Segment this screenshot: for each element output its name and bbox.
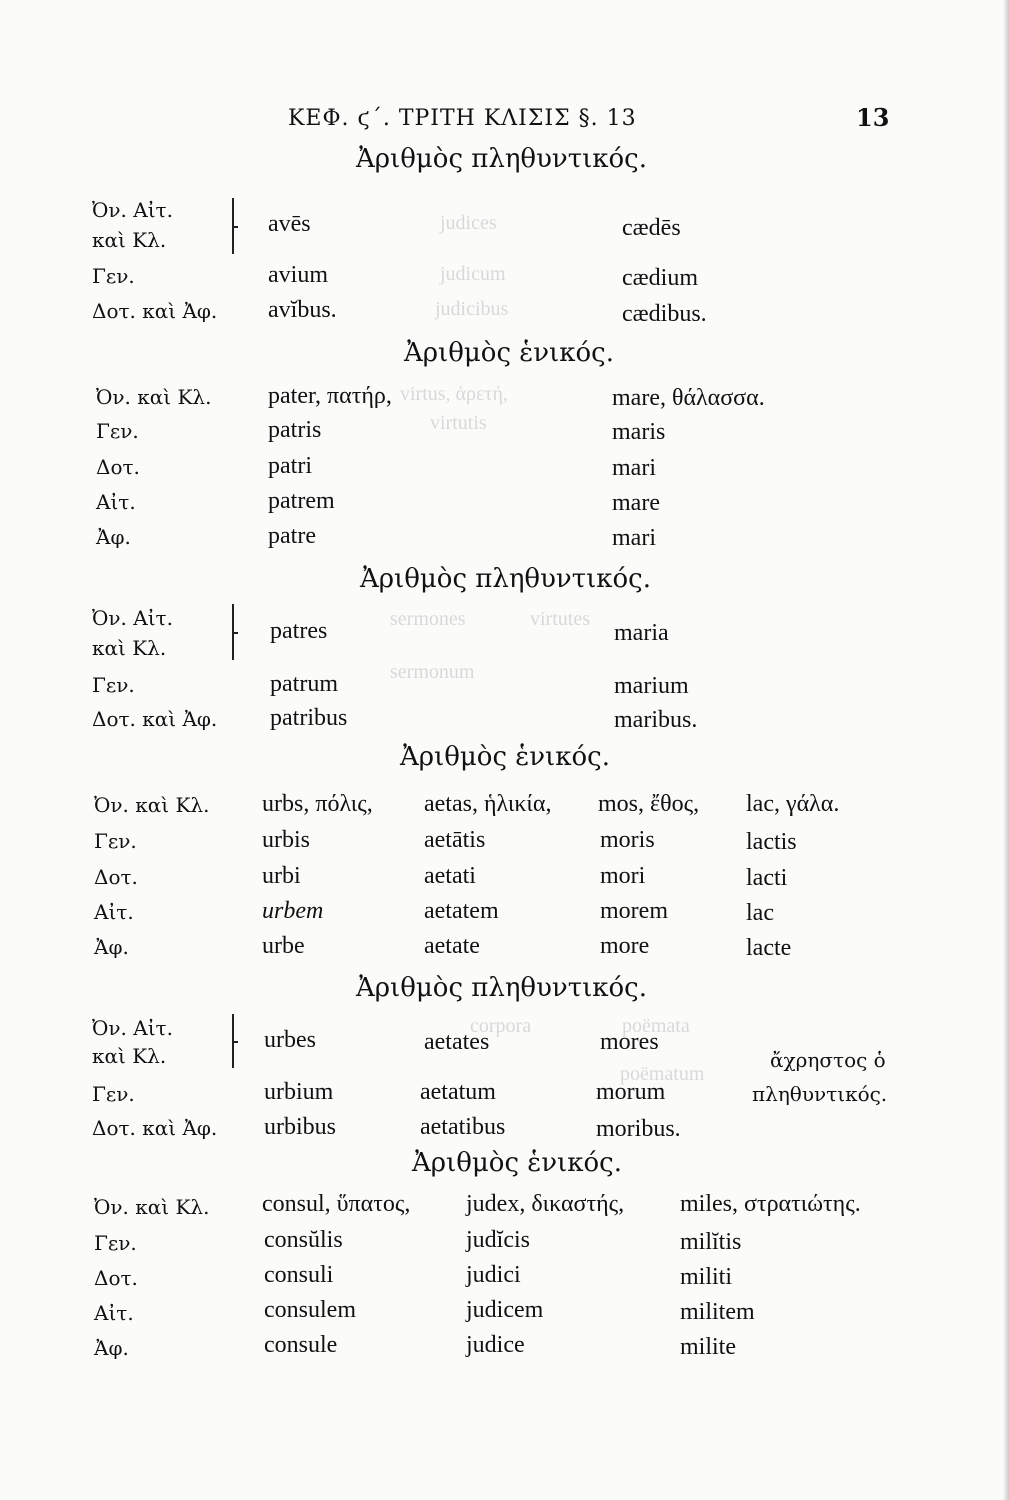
bleed-through-text: poëmata	[622, 1015, 690, 1037]
bracket	[232, 198, 242, 254]
noun-form: aetatibus	[420, 1114, 506, 1140]
case-label: Ὀν. καὶ Κλ.	[94, 1195, 210, 1219]
noun-form: consule	[264, 1332, 338, 1358]
footnote-remark: ἄχρηστος ὁ	[770, 1048, 886, 1072]
noun-form: patres	[270, 618, 328, 644]
noun-form: aetate	[424, 933, 480, 959]
noun-form: patris	[268, 417, 322, 443]
case-label: Αἰτ.	[96, 490, 136, 514]
case-label: Ὀν. καὶ Κλ.	[94, 793, 210, 817]
case-label: Ἀφ.	[96, 525, 131, 549]
noun-form: consuli	[264, 1262, 334, 1288]
noun-form: patri	[268, 453, 312, 479]
case-label: καὶ Κλ.	[92, 1044, 167, 1068]
case-label: Δοτ. καὶ Ἀφ.	[92, 707, 218, 731]
case-label: Γεν.	[92, 673, 135, 697]
case-label: Ὀν. Αἰτ.	[92, 198, 173, 222]
noun-form: more	[600, 933, 650, 959]
case-label: Δοτ.	[94, 865, 138, 889]
noun-form: militi	[680, 1264, 733, 1290]
noun-form: mare, θάλασσα.	[612, 385, 765, 411]
noun-form: patribus	[270, 705, 348, 731]
noun-form: cædēs	[622, 215, 681, 241]
case-label: Γεν.	[96, 419, 139, 443]
noun-form: consŭlis	[264, 1227, 343, 1253]
noun-form: aetatem	[424, 898, 499, 924]
case-label: καὶ Κλ.	[92, 636, 167, 660]
bleed-through-text: judicum	[440, 263, 506, 285]
noun-form: judex, δικαστής,	[466, 1191, 625, 1217]
noun-form: urbium	[264, 1079, 334, 1105]
noun-form: urbem	[262, 898, 324, 924]
case-label: Δοτ.	[94, 1266, 138, 1290]
case-label: καὶ Κλ.	[92, 228, 167, 252]
noun-form: miles, στρατιώτης.	[680, 1191, 861, 1217]
case-label: Ἀφ.	[94, 1336, 129, 1360]
noun-form: marium	[614, 673, 689, 699]
page-number: 13	[856, 103, 890, 132]
noun-form: patrem	[268, 488, 335, 514]
noun-form: judici	[466, 1262, 521, 1288]
case-label: Γεν.	[92, 264, 135, 288]
section-heading: Ἀριθμὸς ἑνικός.	[400, 742, 610, 772]
bleed-through-text: sermones	[390, 608, 466, 630]
noun-form: urbi	[262, 863, 301, 889]
case-label: Ὀν. Αἰτ.	[92, 606, 173, 630]
case-label: Αἰτ.	[94, 900, 134, 924]
section-heading: Ἀριθμὸς ἑνικός.	[412, 1148, 622, 1178]
noun-form: aetates	[424, 1029, 490, 1055]
case-label: Γεν.	[94, 829, 137, 853]
noun-form: consulem	[264, 1297, 356, 1323]
noun-form: mores	[600, 1029, 659, 1055]
noun-form: aetati	[424, 863, 476, 889]
running-title: ΚΕΦ. ϛ΄. ΤΡΙΤΗ ΚΛΙΣΙΣ §. 13	[288, 106, 637, 131]
bracket	[232, 604, 242, 660]
noun-form: judicem	[466, 1297, 544, 1323]
noun-form: mare	[612, 490, 660, 516]
bleed-through-text: corpora	[470, 1015, 532, 1037]
noun-form: mos, ἔθος,	[598, 791, 700, 817]
case-label: Γεν.	[92, 1082, 135, 1106]
noun-form: moris	[600, 827, 655, 853]
case-label: Δοτ.	[96, 455, 140, 479]
bleed-through-text: poëmatum	[620, 1063, 705, 1085]
case-label: Ἀφ.	[94, 935, 129, 959]
noun-form: mori	[600, 863, 646, 889]
bleed-through-text: virtus, ἀρετή,	[400, 383, 508, 405]
section-heading: Ἀριθμὸς πληθυντικός.	[356, 144, 648, 174]
case-label: Δοτ. καὶ Ἀφ.	[92, 1116, 218, 1140]
case-label: Ὀν. καὶ Κλ.	[96, 385, 212, 409]
noun-form: pater, πατήρ,	[268, 383, 392, 409]
bleed-through-text: sermonum	[390, 661, 475, 683]
noun-form: consul, ὕπατος,	[262, 1191, 411, 1217]
noun-form: avĭbus.	[268, 297, 337, 323]
noun-form: aetatum	[420, 1079, 496, 1105]
bracket	[232, 1014, 242, 1068]
noun-form: urbibus	[264, 1114, 336, 1140]
noun-form: lacte	[746, 935, 792, 961]
bleed-through-text: judices	[440, 212, 497, 234]
section-heading: Ἀριθμὸς ἑνικός.	[404, 338, 614, 368]
noun-form: lac, γάλα.	[746, 791, 840, 817]
noun-form: milĭtis	[680, 1229, 742, 1255]
noun-form: urbis	[262, 827, 310, 853]
bleed-through-text: virtutes	[530, 608, 590, 630]
noun-form: milite	[680, 1334, 736, 1360]
noun-form: aetātis	[424, 827, 486, 853]
noun-form: maribus.	[614, 707, 698, 733]
noun-form: urbs, πόλις,	[262, 791, 373, 817]
bleed-through-text: judicibus	[435, 298, 509, 320]
noun-form: lactis	[746, 829, 797, 855]
noun-form: urbes	[264, 1027, 316, 1053]
bleed-through-text: virtutis	[430, 412, 487, 434]
noun-form: morem	[600, 898, 668, 924]
case-label: Αἰτ.	[94, 1301, 134, 1325]
noun-form: lac	[746, 900, 774, 926]
footnote-remark: πληθυντικός.	[752, 1082, 888, 1106]
noun-form: patrum	[270, 671, 338, 697]
noun-form: aetas, ἡλικία,	[424, 791, 552, 817]
noun-form: avium	[268, 262, 328, 288]
case-label: Δοτ. καὶ Ἀφ.	[92, 299, 218, 323]
noun-form: maria	[614, 620, 669, 646]
case-label: Γεν.	[94, 1231, 137, 1255]
noun-form: judĭcis	[466, 1227, 530, 1253]
noun-form: moribus.	[596, 1116, 681, 1142]
noun-form: morum	[596, 1079, 666, 1105]
noun-form: mari	[612, 455, 656, 481]
page-edge-shadow	[1003, 0, 1009, 1500]
section-heading: Ἀριθμὸς πληθυντικός.	[360, 564, 652, 594]
noun-form: patre	[268, 523, 316, 549]
case-label: Ὀν. Αἰτ.	[92, 1016, 173, 1040]
noun-form: cædibus.	[622, 301, 707, 327]
noun-form: lacti	[746, 865, 788, 891]
noun-form: judice	[466, 1332, 525, 1358]
noun-form: cædium	[622, 265, 698, 291]
noun-form: maris	[612, 419, 666, 445]
noun-form: mari	[612, 525, 656, 551]
section-heading: Ἀριθμὸς πληθυντικός.	[356, 973, 648, 1003]
noun-form: urbe	[262, 933, 305, 959]
noun-form: militem	[680, 1299, 755, 1325]
noun-form: avēs	[268, 211, 311, 237]
